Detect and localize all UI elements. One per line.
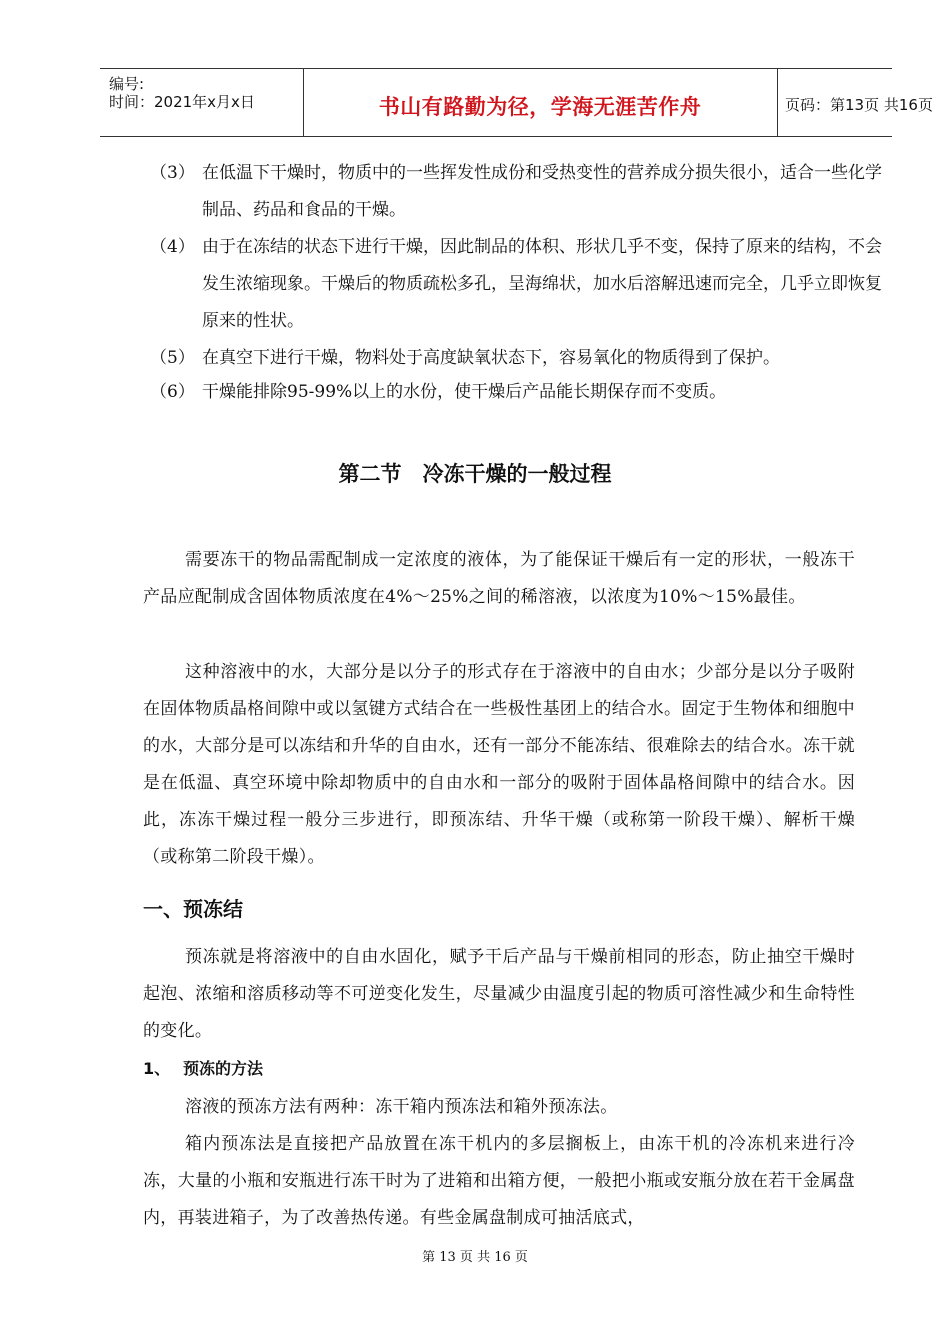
list-item-number: （5） — [150, 348, 195, 368]
list-item-number: （4） — [150, 237, 195, 257]
subheading-text: 预冻的方法 — [183, 1059, 264, 1078]
section-title: 第二节 冷冻干燥的一般过程 — [338, 462, 612, 486]
paragraph: 预冻就是将溶液中的自由水固化，赋予干后产品与干燥前相同的形态，防止抽空干燥时起泡、浓缩和溶质移动等不可逆变化发生，尽量减少由温度引起的物质可溶性减少和生命特性的变化。 — [143, 947, 855, 1041]
list-item-text: 在低温下干燥时，物质中的一些挥发性成份和受热变性的营养成分损失很小，适合一些化学制品、药品和食品的干燥。 — [202, 163, 882, 220]
list-item-text: 由于在冻结的状态下进行干燥，因此制品的体积、形状几乎不变，保持了原来的结构，不会发生浓缩现象。干燥后的物质疏松多孔，呈海绵状，加水后溶解迅速而完全，几乎立即恢复原来的性状。 — [202, 237, 882, 331]
list-item-text: 干燥能排除95-99%以上的水份，使干燥后产品能长期保存而不变质。 — [202, 382, 727, 402]
document-header — [100, 68, 933, 137]
header-meta-cell — [100, 69, 304, 136]
header-motto-cell — [303, 69, 778, 136]
subheading-number: 1、 — [143, 1059, 171, 1078]
page-footer: 第 13 页 共 16 页 — [422, 1250, 528, 1265]
header-page-info: 页码：第13页 共16页 — [785, 96, 933, 114]
list-item-text: 在真空下进行干燥，物料处于高度缺氧状态下，容易氧化的物质得到了保护。 — [202, 348, 780, 368]
paragraph: 需要冻干的物品需配制成一定浓度的液体，为了能保证干燥后有一定的形状，一般冻干产品应配制成含固体物质浓度在4%～25%之间的稀溶液，以浓度为10%～15%最佳。 — [143, 550, 855, 607]
list-item-number: （6） — [150, 382, 195, 402]
header-motto: 书山有路勤为径，学海无涯苦作舟 — [378, 95, 702, 119]
list-item-number: （3） — [150, 163, 195, 183]
serial-label: 编号: — [109, 75, 145, 93]
header-page-cell — [778, 69, 933, 136]
paragraph: 溶液的预冻方法有两种：冻干箱内预冻法和箱外预冻法。 — [185, 1097, 618, 1117]
date-label: 时间：2021年x月x日 — [109, 93, 255, 111]
paragraph: 这种溶液中的水，大部分是以分子的形式存在于溶液中的自由水；少部分是以分子吸附在固体物质晶格间隙中或以氢键方式结合在一些极性基团上的结合水。固定于生物体和细胞中的水，大部分是可以冻结和升华的自由水，还有一部分不能冻结、很难除去的结合水。冻干就是在低温、真空环境中除却物质中的自由水和一部分的吸附于固体晶格间隙中的结合水。因此，冻冻干燥过程一般分三步进行，即预冻结、升华干燥（或称第一阶段干燥）、解析干燥（或称第二阶段干燥）。 — [143, 662, 855, 867]
paragraph: 箱内预冻法是直接把产品放置在冻干机内的多层搁板上，由冻干机的冷冻机来进行冷冻，大量的小瓶和安瓶进行冻干时为了进箱和出箱方便，一般把小瓶或安瓶分放在若干金属盘内，再装进箱子，为了改善热传递。有些金属盘制成可抽活底式， — [143, 1134, 855, 1228]
subheading-pre-freeze-method — [143, 1056, 263, 1079]
heading-pre-freezing: 一、预冻结 — [143, 897, 243, 921]
